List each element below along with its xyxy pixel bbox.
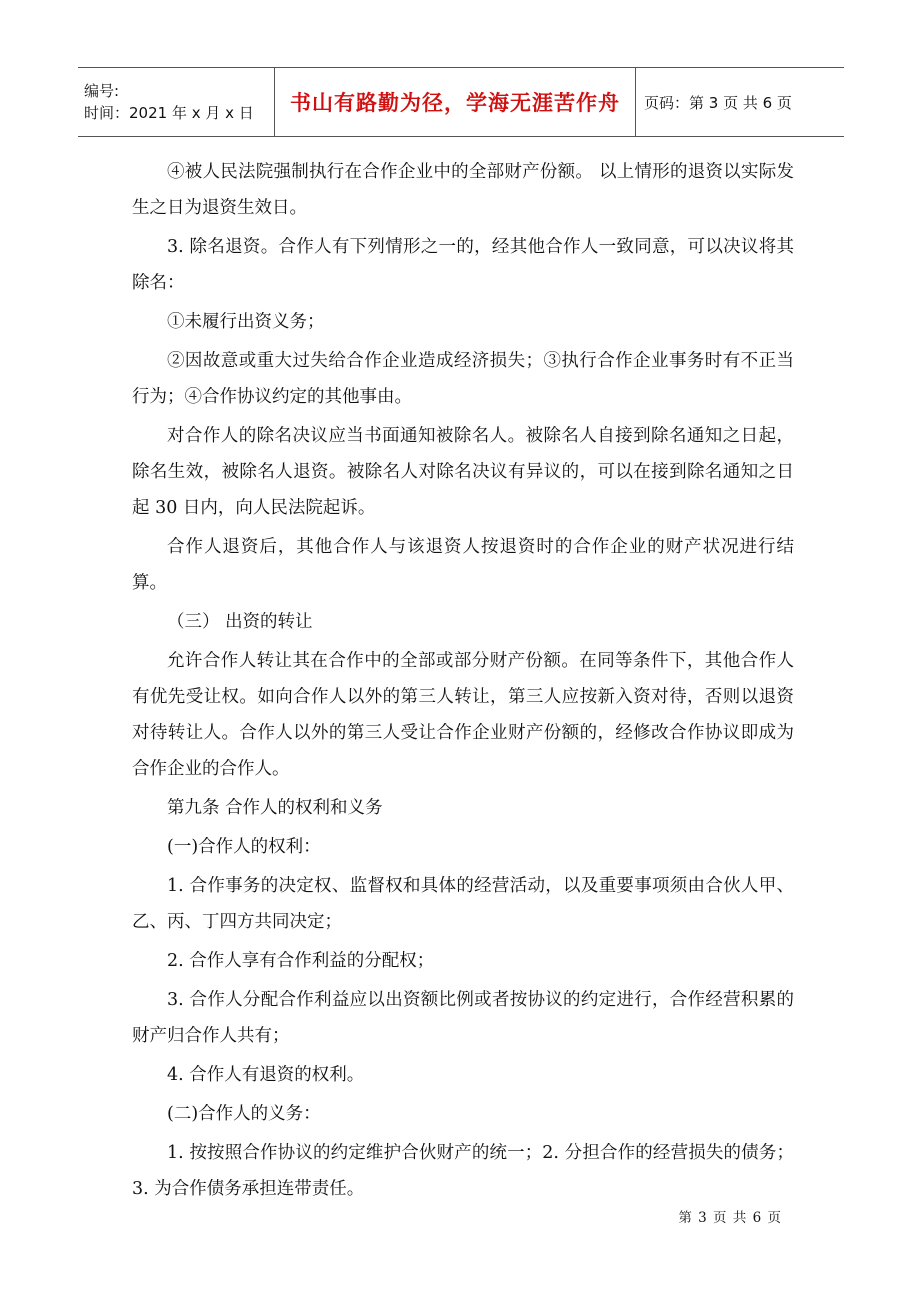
list-item: 1. 合作事务的决定权、监督权和具体的经营活动，以及重要事项须由合伙人甲、乙、丙、丁四方共同决定； [132,876,794,932]
list-item: 2. 合作人享有合作利益的分配权； [167,951,435,971]
header-motto: 书山有路勤为径，学海无涯苦作舟 [274,68,636,136]
paragraph: ①未履行出资义务； [167,312,325,332]
paragraph: 对合作人的除名决议应当书面通知被除名人。被除名人自接到除名通知之日起，除名生效，被除名人退资。被除名人对除名决议有异议的，可以在接到除名通知之日起 30 日内，向人民法院起诉。 [132,426,794,518]
article-heading: 第九条 合作人的权利和义务 [167,798,383,818]
section-heading: (一)合作人的权利： [167,837,321,857]
document-date-label: 时间：2021 年 x 月 x 日 [84,104,254,122]
document-body [132,154,794,1207]
page-footer: 第 3 页 共 6 页 [678,1210,782,1226]
section-heading: （三） 出资的转让 [167,612,313,632]
list-item: 4. 合作人有退资的权利。 [167,1065,365,1085]
header-page-number: 页码：第 3 页 共 6 页 [644,93,792,112]
paragraph: 3. 除名退资。合作人有下列情形之一的，经其他合作人一致同意，可以决议将其除名： [132,237,794,293]
paragraph: 允许合作人转让其在合作中的全部或部分财产份额。在同等条件下，其他合作人有优先受让权。如向合作人以外的第三人转让，第三人应按新入资对待，否则以退资对待转让人。合作人以外的第三人受让合作企业财产份额的，经修改合作协议即成为合作企业的合作人。 [132,651,794,779]
paragraph: ②因故意或重大过失给合作企业造成经济损失；③执行合作企业事务时有不正当行为；④合作协议约定的其他事由。 [132,351,794,407]
paragraph: 合作人退资后，其他合作人与该退资人按退资时的合作企业的财产状况进行结算。 [132,537,794,593]
list-item: 1. 按按照合作协议的约定维护合伙财产的统一；2. 分担合作的经营损失的债务；3. 为合作债务承担连带责任。 [132,1143,794,1199]
page-header [78,67,844,137]
paragraph: ④被人民法院强制执行在合作企业中的全部财产份额。 以上情形的退资以实际发生之日为退资生效日。 [132,162,794,218]
document-number-label: 编号: [84,82,120,100]
header-meta [78,68,274,136]
list-item: 3. 合作人分配合作利益应以出资额比例或者按协议的约定进行，合作经营积累的财产归合作人共有； [132,990,794,1046]
section-heading: (二)合作人的义务： [167,1104,321,1124]
